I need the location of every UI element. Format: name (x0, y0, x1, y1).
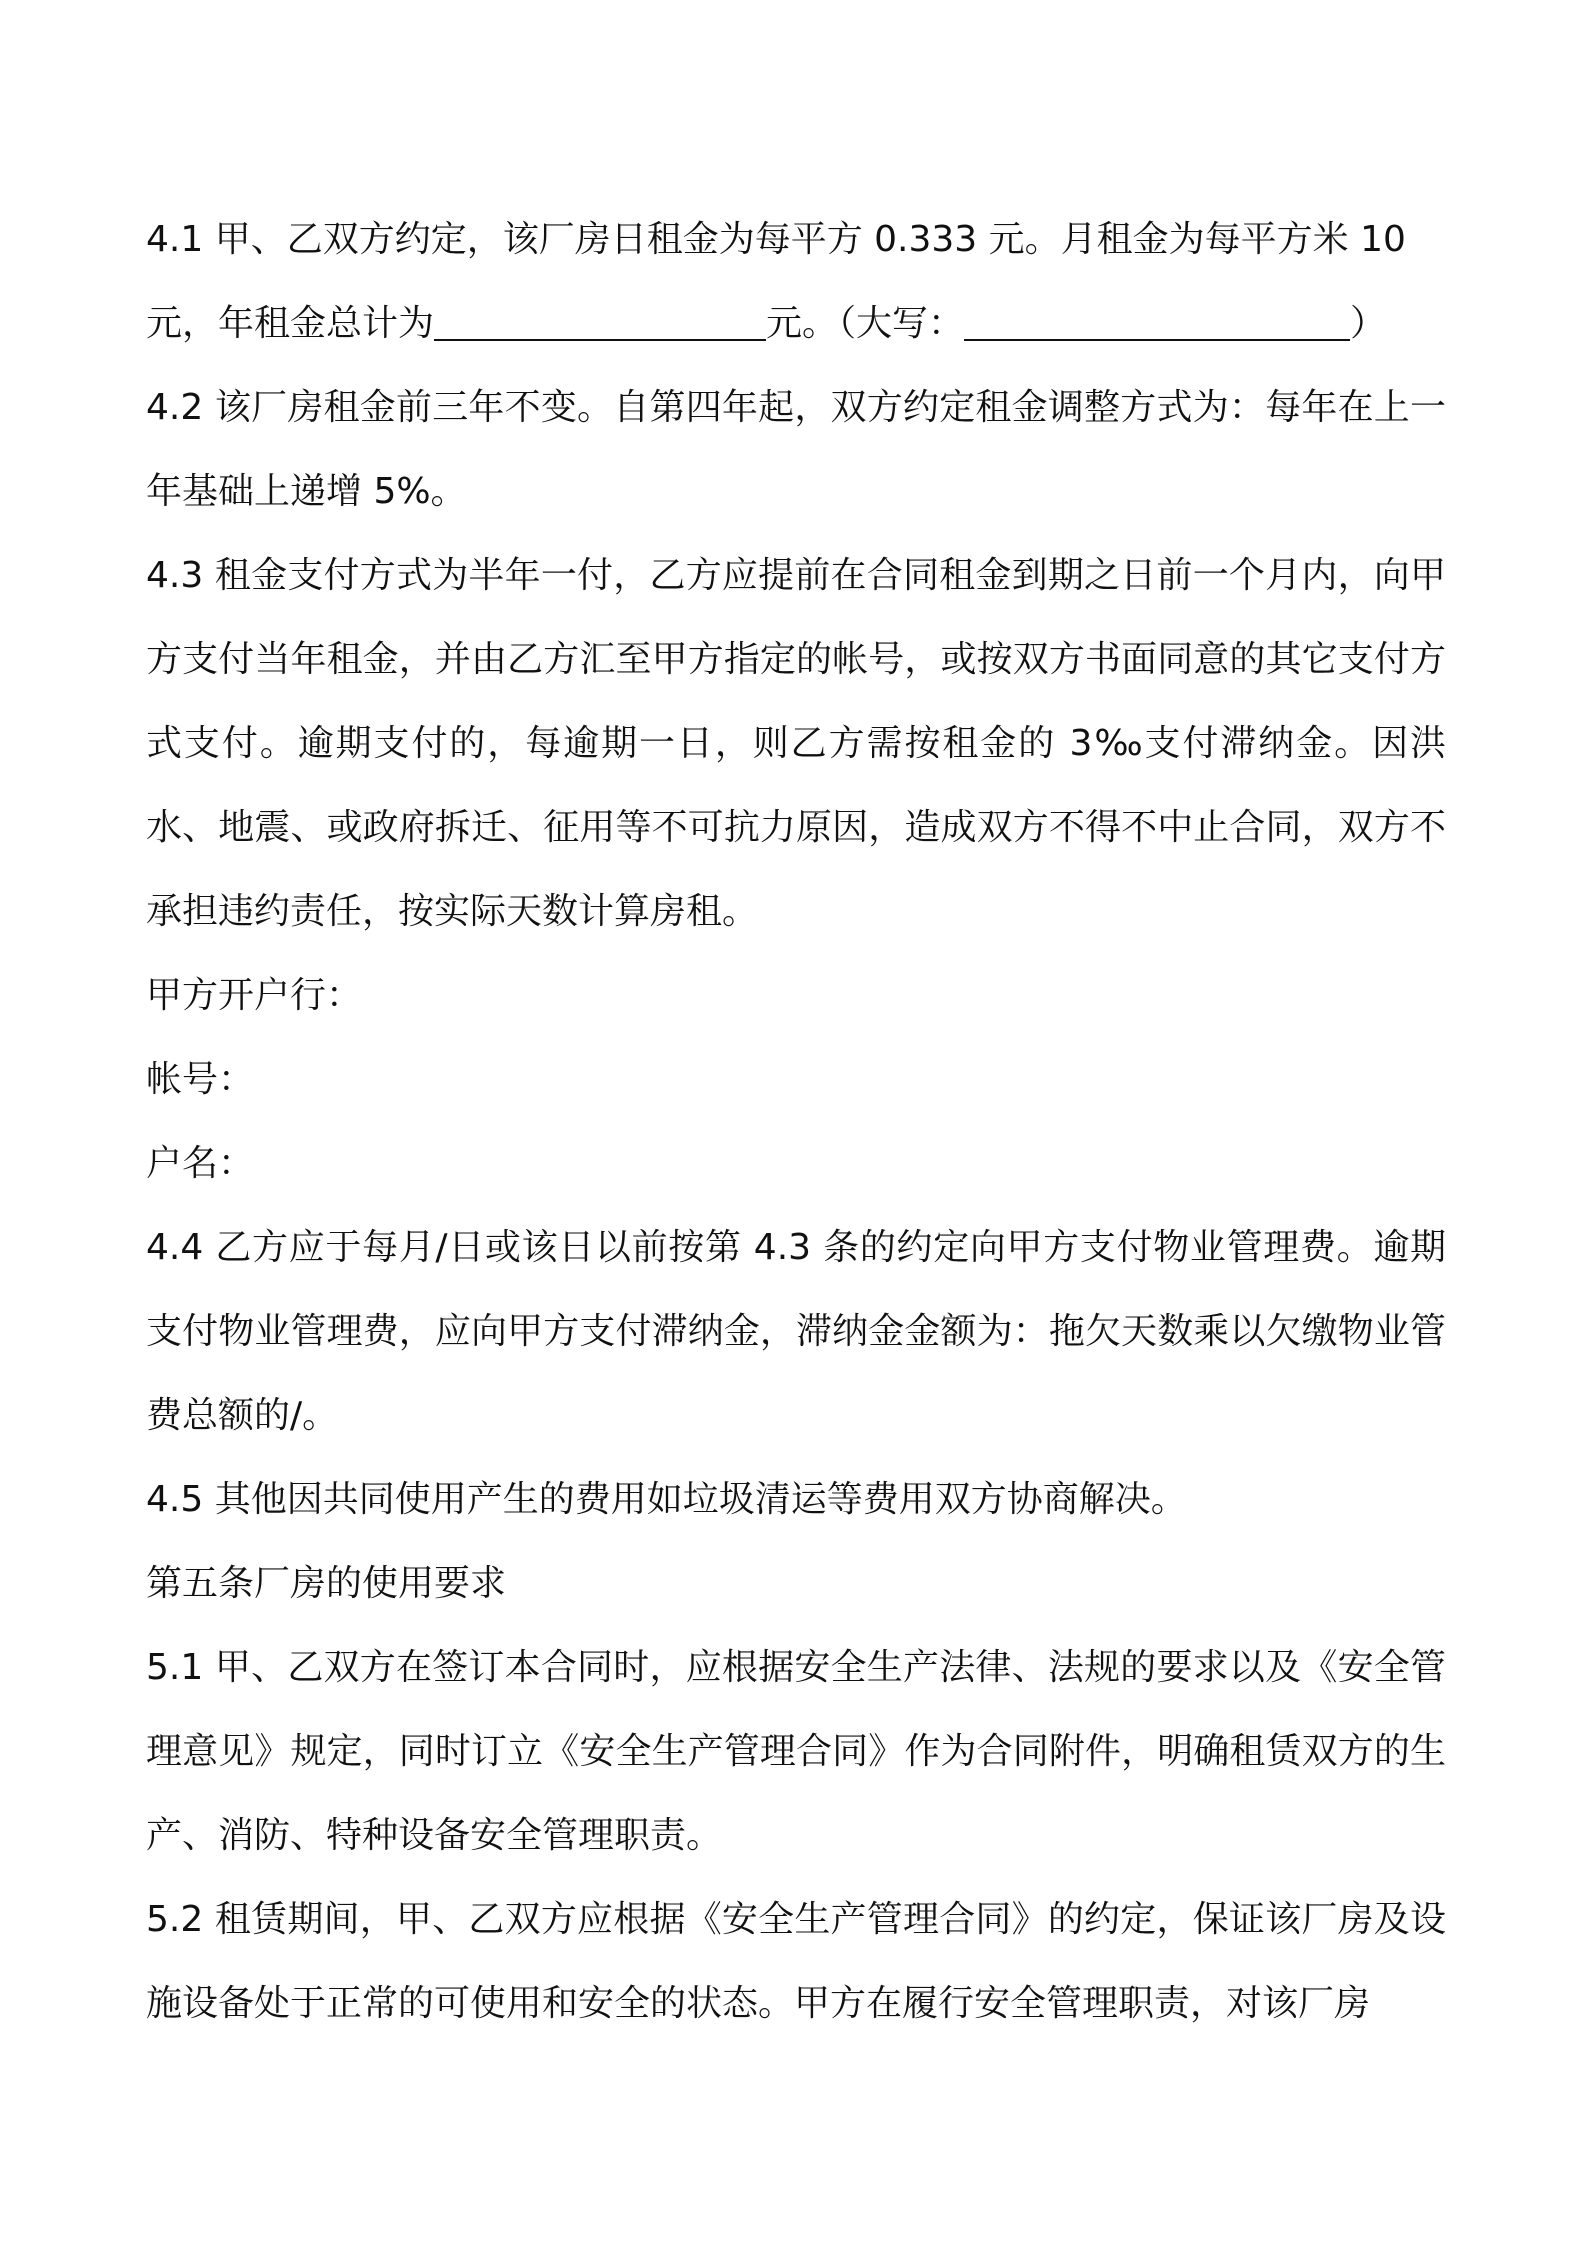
clause-4-1-close-paren: ） (1350, 303, 1387, 344)
account-field: 帐号： (146, 1059, 255, 1100)
capital-amount-blank (964, 293, 1350, 341)
section-5-title: 第五条厂房的使用要求 (146, 1563, 507, 1604)
annual-rent-blank (434, 293, 766, 341)
bank-field: 甲方开户行： (146, 975, 363, 1016)
contract-body (146, 198, 1446, 2046)
clause-4-1-annual-rent-label: 元，年租金总计为 (146, 303, 435, 344)
clause-4-4: 4.4 乙方应于每月/日或该日以前按第 4.3 条的约定向甲方支付物业管理费。逾期支付物业管理费，应向甲方支付滞纳金，滞纳金金额为：拖欠天数乘以欠缴物业管费总额的/。 (146, 1227, 1446, 1436)
clause-4-3: 4.3 租金支付方式为半年一付，乙方应提前在合同租金到期之日前一个月内，向甲方支付当年租金，并由乙方汇至甲方指定的帐号，或按双方书面同意的其它支付方式支付。逾期支付的，每逾期一日，则乙方需按租金的 3‰支付滞纳金。因洪水、地震、或政府拆迁、征用等不可抗力原因，造成双方不得不中止合同，双方不承担违约责任，按实际天数计算房租。 (146, 555, 1446, 932)
account-name-field: 户名： (146, 1143, 255, 1184)
clause-4-2: 4.2 该厂房租金前三年不变。自第四年起，双方约定租金调整方式为：每年在上一年基础上递增 5%。 (146, 387, 1446, 512)
clause-5-1: 5.1 甲、乙双方在签订本合同时，应根据安全生产法律、法规的要求以及《安全管理意见》规定，同时订立《安全生产管理合同》作为合同附件，明确租赁双方的生产、消防、特种设备安全管理职责。 (146, 1647, 1446, 1856)
clause-5-2: 5.2 租赁期间，甲、乙双方应根据《安全生产管理合同》的约定，保证该厂房及设施设备处于正常的可使用和安全的状态。甲方在履行安全管理职责，对该厂房 (146, 1899, 1446, 2024)
clause-4-1-capital-label: 元。（大写： (766, 303, 965, 344)
clause-4-5: 4.5 其他因共同使用产生的费用如垃圾清运等费用双方协商解决。 (146, 1479, 1187, 1520)
clause-4-1-line1: 4.1 甲、乙双方约定，该厂房日租金为每平方 0.333 元。月租金为每平方米 10 (146, 219, 1406, 260)
clause-4-1 (146, 198, 1446, 366)
